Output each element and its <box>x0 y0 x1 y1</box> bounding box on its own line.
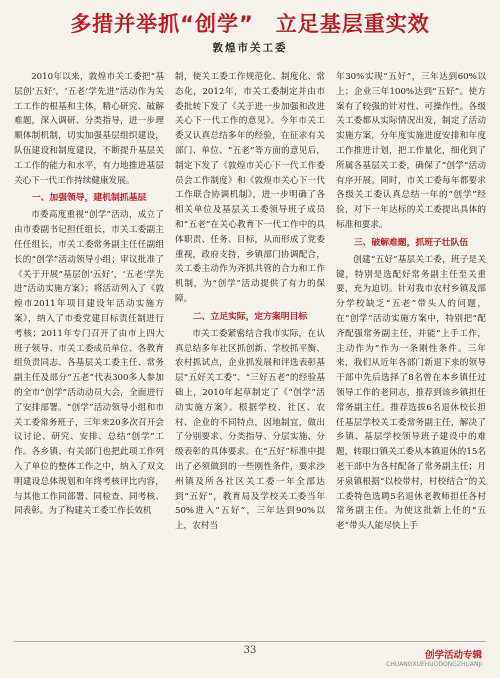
paragraph: 创建“五好”基层关工委，班子是关键，特别是选配好常务副主任至关重要，充为迫切。针对我市农村乡镇及部分学校缺乏“五老”带头人的问题，在“创学”活动实施方案中，特别把“配齐配强常务副主任，并能“上手工作，主动作为”作为一条刚性条件。三年来，我们从近年各部门新退下来的领导干部中先后选择了8名曾在本乡镇任过领导工作的老同志，推荐到该乡镇担任常务副主任。推荐选拔6名退休校长担任基层学校关工委常务副主任，解决了乡镇、基层学校领导班子建设中的难题，转眼口镇关工委从本镇退休的15名老干部中为各村配备了常务副主任；月牙泉镇根据“以校带村，村校结合”的关工委特色选聘5名退休老教师担任各村常务副主任。为使这批新上任的“五老”带头人能尽快上手 <box>336 254 486 532</box>
column-name-pinyin: CHUANGXUEHUODONGZHUANJI <box>386 661 482 668</box>
section-heading-2: 二、立足实际，定方案明目标 <box>192 311 308 322</box>
column-1 <box>14 70 164 630</box>
column-name: 创学活动专辑 <box>424 650 482 661</box>
section-heading-3: 三、破解难题，抓班子壮队伍 <box>353 237 469 248</box>
paragraph: 2010年以来，敦煌市关工委把“基层创‘五好’，‘五老’学先进”活动作为关工工作的根基和主体，精心研究、破解难题，深入调研、分类指导，进一步理顺体制机制，切实加强基层组织建设，队伍建设和制度建设，不断提升基层关工工作的能力和水平，有力地推进基层关心下一代工作持续健康发展。 <box>14 72 164 186</box>
article-body <box>14 70 486 630</box>
paragraph: 市关工委紧密结合我市实际，在认真总结多年社区抓创新、学校抓平衡、农村抓试点，企业抓发展和评选表彰基层“五好关工委”、“三好五老”的经验基础上，2010年起草制定了《“创学”活动实施方案》。根据学校、社区、农村、企业的不同特点，因地制宜，做出了分别要求、分类指导、分层实施、分级表彰的具体要求。在“五好”标准中提出了必须做到的一些刚性条件，要求沙州镇及所各社区关工委一年全部达到“五好”，教育局及学校关工委当年50%进入“五好”，三年达到90%以上，农村当 <box>175 328 325 532</box>
column-2 <box>175 70 325 630</box>
paragraph: 年30%实现“五好”，三年达到60%以上；企业三年100%达到“五好”。使方案有了较强的针对性、可操作性。各级关工委都从实际情况出发，制定了活动实施方案，分年度实施进度安排和年度工作推进计划，把工作量化，细化到了所属各基层关工委，确保了“创学”活动有序开展。同时，市关工委每年都要求各级关工委认真总结一年的“创学”经验，对下一年达标的关工委提出具体的标准和要求。 <box>336 72 486 230</box>
paragraph: 制，使关工委工作规范化、制度化、常态化，2012年，市关工委制定并由市委批转下发了《关于进一步加强和改进关心下一代工作的意见》。今年市关工委又认真总结多年的经验，在征求有关部门、单位、“五老”等方面的意见后，制定下发了《敦煌市关心下一代工作委员会工作制度》和《敦煌市关心下一代工作联合协调机制》，进一步明确了各相关单位及基层关工委领导班子成员和“五老”在关心教育下一代工作中的具体职责、任务、目标，从而形成了党委重视，政府支持，乡镇部门协调配合，关工委主动作为齐抓共管的合力和工作机制，为“创学”活动提供了有力的保障。 <box>175 72 325 304</box>
footer-divider <box>14 641 486 642</box>
column-3 <box>336 70 486 630</box>
article-byline: 敦煌市关工委 <box>212 42 288 54</box>
section-heading-1: 一、加强领导，建机制抓基层 <box>31 193 147 204</box>
page-number: 33 <box>243 645 257 656</box>
article-title: 多措并举抓“创学” 立足基层重实效 <box>70 12 430 36</box>
paragraph: 市委高度重视“创学”活动，成立了由市委副书记担任组长，市关工委副主任任组长，市关工委常务副主任任副组长的“创学”活动领导小组；审议批准了《关于开展“基层创‘五好’，‘五老’学先进”活动实施方案》；将活动列入了《敦煌市2011年项目建设年活动实施方案》，纳入了市委党建目标责任制进行考核；2011年专门召开了由市上四大班子领导、市关工委成员单位、各教育组负责同志、各基层关工委主任、常务副主任及部分“五老”代表300多人参加的全市“创学”活动动员大会，全面进行了安排部署。“创学”活动领导小组和市关工委常务班子，三年来20多次召开会议讨论、研究、安排、总结“创学”工作。各乡镇、有关部门也把此项工作列入了单位的整体工作之中，纳入了双文明建设总体规划和年终考核评比内容，与其他工作同部署、同检查、同考核、同表彰。为了构建关工委工作长效机 <box>14 210 164 517</box>
